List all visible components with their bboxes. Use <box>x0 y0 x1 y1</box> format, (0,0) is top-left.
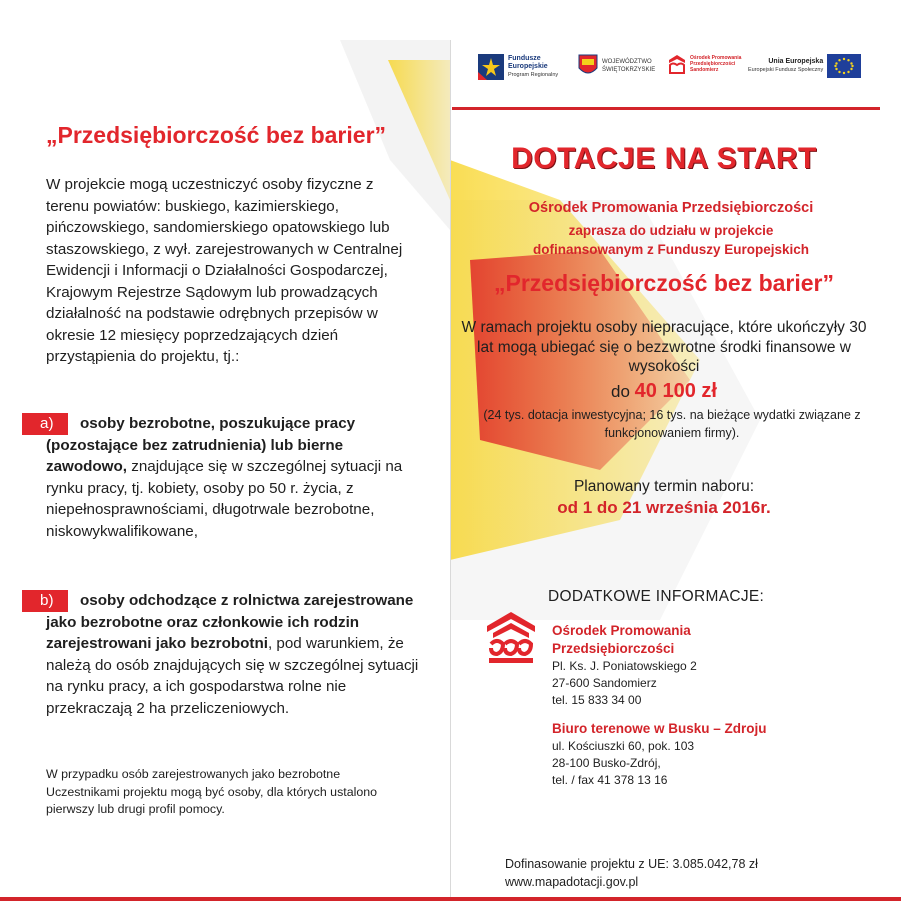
category-b-text: , pod warunkiem, że należą do osób znajdujących się w szczególnej sytuacji na rynku pracy, a ich gospodarstwa rolne nie przekraczają 2 ha przeliczeniowych. <box>46 635 419 717</box>
project-title: „Przedsiębiorczość bez barier” <box>493 270 834 296</box>
funding-website: www.mapadotacji.gov.pl <box>505 875 639 889</box>
invitation-text <box>452 221 890 259</box>
contact-busko-phone: tel. / fax 41 378 13 16 <box>552 773 668 787</box>
category-a-bold: osoby bezrobotne, poszukujące pracy (pozostające bez zatrudnienia) lub bierne zawodowo, <box>46 415 356 475</box>
contact-main-name-2: Przedsiębiorczości <box>552 641 675 656</box>
additional-info-title: DODATKOWE INFORMACJE: <box>548 588 765 605</box>
contact-main-address: Pl. Ks. J. Poniatowskiego 2 <box>552 659 697 673</box>
opp-small-line3: Sandomierz <box>690 67 719 73</box>
opp-logo-icon <box>485 610 537 666</box>
unemployed-footnote: W przypadku osób zarejestrowanych jako bezrobotne Uczestnikami projektu mogą być osoby, dla których ustalono pierwszy lub drugi profil pomocy. <box>46 767 378 816</box>
contact-main-office <box>552 622 697 709</box>
invitation-line-1: zaprasza do udziału w projekcie <box>568 223 774 238</box>
logo-bar <box>478 54 878 94</box>
contact-busko-office <box>552 720 767 789</box>
category-b <box>40 590 426 719</box>
organizer-name: Ośrodek Promowania Przedsiębiorczości <box>528 200 814 216</box>
voivodeship-line1: WOJEWÓDZTWO <box>602 59 652 65</box>
coat-of-arms-icon <box>578 54 598 78</box>
funding-info <box>505 855 758 891</box>
fold-line <box>450 40 451 900</box>
eligibility-intro: W projekcie mogą uczestniczyć osoby fizyczne z terenu powiatów: buskiego, kazimierskiego, pińczowskiego, sandomierskiego opatowskiego lub staszowskiego, z wył. zarejestrowanych w Centralnej Ewidencji i Informacji o Działalności Gospodarczej, Krajowym Rejestrze Sądowym lub prowadzących działalność na podstawie odrębnych przepisów w okresie 12 miesięcy poprzedzających dzień przystąpienia do projektu, tj.: <box>46 176 403 365</box>
category-b-label: b) <box>22 590 68 612</box>
main-title: DOTACJE NA START <box>511 142 817 175</box>
category-a <box>40 413 426 542</box>
contact-main-city: 27-600 Sandomierz <box>552 676 657 690</box>
top-red-rule <box>452 107 880 110</box>
fe-star-icon <box>478 54 504 80</box>
invitation-line-2: dofinansowanym z Funduszy Europejskich <box>532 242 810 257</box>
grant-amount-note: (24 tys. dotacja inwestycyjna; 16 tys. na bieżące wydatki związane z funkcjonowaniem firmy). <box>483 408 861 440</box>
category-a-text: znajdujące się w szczególnej sytuacji na rynku pracy, tj. kobiety, osoby po 50 r. życia, z niepełnosprawnościami, długotrwale bezrobotne, niskowykwalifikowane, <box>46 458 403 540</box>
grant-amount-line <box>452 380 876 403</box>
recruitment-label: Planowany termin naboru: <box>573 478 755 495</box>
grant-amount: 40 100 zł <box>634 380 717 402</box>
fe-logo-line1: Fundusze <box>508 55 541 62</box>
voivodeship-logo <box>578 54 655 78</box>
contact-busko-address: ul. Kościuszki 60, pok. 103 <box>552 739 695 753</box>
category-b-bold: osoby odchodzące z rolnictwa zarejestrowane jako bezrobotne oraz członkowie ich rodzin zarejestrowani jako bezrobotni <box>46 592 414 652</box>
amount-prefix: do <box>611 382 630 401</box>
fe-logo-line2: Europejskie <box>508 63 548 70</box>
opp-small-line1: Ośrodek Promowania <box>690 55 742 61</box>
eu-logo <box>748 54 861 78</box>
fe-logo <box>478 54 558 80</box>
funding-amount: Dofinasowanie projektu z UE: 3.085.042,78 zł <box>505 857 758 871</box>
project-description: W ramach projektu osoby niepracujące, które ukończyły 30 lat mogą ubiegać się o bezzwrotne środki finansowe w wysokości <box>461 319 867 375</box>
eu-logo-line1: Unia Europejska <box>768 58 824 65</box>
opp-small-line2: Przedsiębiorczości <box>690 61 736 67</box>
eu-flag-icon <box>827 54 861 78</box>
recruitment-dates: od 1 do 21 września 2016r. <box>557 498 771 517</box>
contact-busko-city: 28-100 Busko-Zdrój, <box>552 756 661 770</box>
contact-main-phone: tel. 15 833 34 00 <box>552 693 642 707</box>
contact-busko-name: Biuro terenowe w Busku – Zdroju <box>552 721 767 736</box>
bottom-red-rule <box>0 897 901 901</box>
fe-logo-line3: Program Regionalny <box>508 72 559 78</box>
contact-main-name-1: Ośrodek Promowania <box>552 623 691 638</box>
opp-logo-small <box>668 54 741 74</box>
eu-logo-line2: Europejski Fundusz Społeczny <box>748 67 824 73</box>
category-a-label: a) <box>22 413 68 435</box>
voivodeship-line2: ŚWIĘTOKRZYSKIE <box>602 67 656 73</box>
left-project-title: „Przedsiębiorczość bez barier” <box>46 122 387 148</box>
opp-mark-icon <box>668 54 686 74</box>
